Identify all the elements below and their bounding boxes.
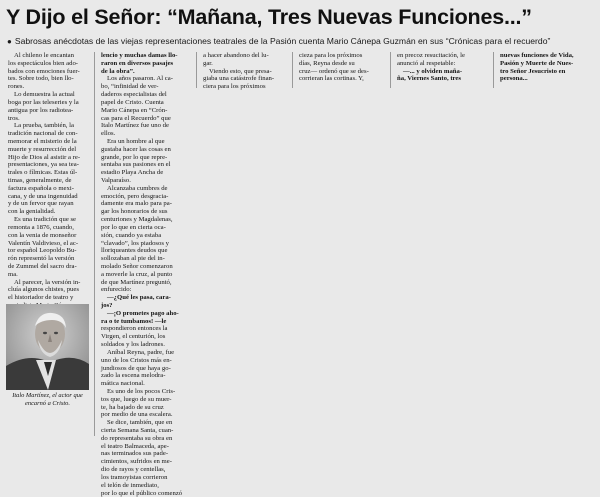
text-line: do representaba su obra en: [101, 435, 189, 443]
deck: [7, 36, 597, 47]
column-rule: [390, 52, 391, 88]
text-line: rón representó la versión: [8, 255, 88, 263]
text-line: antigua por los radiotea-: [8, 107, 88, 115]
text-line: Italo Martínez fue uno de: [101, 122, 189, 130]
text-line: tros.: [8, 115, 88, 123]
text-line: sentaba sus pasiones en el: [101, 161, 189, 169]
text-line: trales o fílmicas. Estas úl-: [8, 169, 88, 177]
text-line: Lo demuestra la actual: [8, 91, 88, 99]
text-line: Aníbal Reyna, padre, fue: [101, 349, 189, 357]
bullet-icon: ●: [7, 37, 12, 46]
text-line: bo, “infinidad de ver-: [101, 83, 189, 91]
text-line: Era un hombre al que: [101, 138, 189, 146]
text-line: remonta a 1876, cuando,: [8, 224, 88, 232]
text-line: tes. Sobre todo, bien llo-: [8, 75, 88, 83]
text-line: —¿Qué les pasa, cara-: [101, 294, 189, 302]
text-line: en precoz resucitación, le: [397, 52, 485, 60]
photo-caption: Italo Martínez, el actor que encarnó a Cristo.: [6, 392, 89, 408]
text-line: por medio de una escalera.: [101, 411, 189, 419]
text-line: el teatro Balmaceda, ape-: [101, 443, 189, 451]
text-line: giaba una catástrofe finan-: [203, 75, 286, 83]
text-line: factura española o mexi-: [8, 185, 88, 193]
text-line: bados con emociones fuer-: [8, 68, 88, 76]
text-line: papel de Cristo. Cuenta: [101, 99, 189, 107]
text-line: emoción, pero desgracia-: [101, 193, 189, 201]
text-line: tos que, luego de su muer-: [101, 396, 189, 404]
text-line: Viendo esto, que presa-: [203, 68, 286, 76]
text-line: —... y olviden maña-: [397, 68, 485, 76]
text-line: grande, por lo que repre-: [101, 154, 189, 162]
column-rule: [493, 52, 494, 88]
text-line: por lo que el público comenzó: [101, 490, 189, 497]
text-line: muerte y resurrección del: [8, 146, 88, 154]
text-line: el telón de inmediato,: [101, 482, 189, 490]
text-line: corrieran las cortinas. Y,: [299, 75, 383, 83]
text-line: daderos especialistas del: [101, 91, 189, 99]
text-line: centuriones y Magdalenas,: [101, 216, 189, 224]
column-6: [500, 52, 594, 92]
text-line: cluía algunos chistes, pues: [8, 286, 88, 294]
text-line: Mario Cánepa en “Crón-: [101, 107, 189, 115]
text-line: de la obra”.: [101, 68, 189, 76]
column-rule: [292, 52, 293, 88]
text-line: a moverle la cruz, al punto: [101, 271, 189, 279]
column-rule: [94, 52, 95, 436]
text-line: cieza para los próximos: [299, 52, 383, 60]
text-line: jundiosos de que haya go-: [101, 365, 189, 373]
portrait-photo: [6, 304, 89, 390]
text-line: Alcanzaba cumbres de: [101, 185, 189, 193]
text-line: Se dice, también, que en: [101, 419, 189, 427]
text-line: cana, y de una ingenuidad: [8, 193, 88, 201]
text-line: Es uno de los pocos Cris-: [101, 388, 189, 396]
text-line: Valparaíso.: [101, 177, 189, 185]
portrait-image: [6, 304, 89, 390]
text-line: tro Señor Jesucristo en: [500, 68, 594, 76]
text-line: molado Señor comenzaron: [101, 263, 189, 271]
text-line: cruz— ordenó que se des-: [299, 68, 383, 76]
text-line: nas terminados sus pade-: [101, 450, 189, 458]
text-line: tor español Leopoldo Bu-: [8, 247, 88, 255]
text-line: Es una tradición que se: [8, 216, 88, 224]
text-line: —¡O prometes pago aho-: [101, 310, 189, 318]
text-line: y de un fervor que rayan: [8, 200, 88, 208]
text-line: enfurecido:: [101, 286, 189, 294]
text-line: jos?: [101, 302, 189, 310]
text-line: La prueba, también, la: [8, 122, 88, 130]
text-line: de que Martínez preguntó,: [101, 279, 189, 287]
text-line: cas para el Recuerdo” que: [101, 115, 189, 123]
text-line: lencio y muchas damas llo-: [101, 52, 189, 60]
text-line: damente era malo para pa-: [101, 200, 189, 208]
text-line: ellos.: [101, 130, 189, 138]
text-line: uno de los Cristos más en-: [101, 357, 189, 365]
text-line: Los años pasaron. Al ca-: [101, 75, 189, 83]
text-line: ra o te tumbamos! —le: [101, 318, 189, 326]
text-line: Al chileno le encantan: [8, 52, 88, 60]
text-line: ma.: [8, 271, 88, 279]
deck-text: Sabrosas anécdotas de las viejas representaciones teatrales de la Pasión cuenta Mario Cánepa Guzmán en sus “Crónicas para el recuerdo”: [15, 36, 551, 46]
text-line: te, ha bajado de su cruz: [101, 404, 189, 412]
column-1: [8, 52, 88, 302]
column-rule: [196, 52, 197, 88]
headline: Y Dijo el Señor: “Mañana, Tres Nuevas Funciones...”: [6, 2, 596, 32]
text-line: los tramoyistas corrieron: [101, 474, 189, 482]
text-line: “clavado”, los piadosos y: [101, 240, 189, 248]
text-line: gar.: [203, 60, 286, 68]
text-line: Virgen, el centurión, los: [101, 333, 189, 341]
text-line: ciera para los próximos: [203, 83, 286, 91]
text-line: sollozaban al pie del in-: [101, 255, 189, 263]
text-line: Hijo de Dios al asistir a re-: [8, 154, 88, 162]
text-line: con la genialidad.: [8, 208, 88, 216]
text-line: presentaciones, ya sea tea-: [8, 161, 88, 169]
text-line: Al parecer, la versión in-: [8, 279, 88, 287]
text-line: boga por las teleseries y la: [8, 99, 88, 107]
text-line: los espectáculos bien ado-: [8, 60, 88, 68]
text-line: Pasión y Muerte de Nues-: [500, 60, 594, 68]
text-line: persona...: [500, 75, 594, 83]
text-line: timas, generalmente, de: [8, 177, 88, 185]
column-2: [101, 52, 189, 436]
text-line: zado la escena melodra-: [101, 372, 189, 380]
text-line: nuevas funciones de Vida,: [500, 52, 594, 60]
text-line: por lo que en cierta oca-: [101, 224, 189, 232]
text-line: sión, cuando ya estaba: [101, 232, 189, 240]
text-line: soldados y los ladrones.: [101, 341, 189, 349]
text-line: rones.: [8, 83, 88, 91]
text-line: tradición nacional de con-: [8, 130, 88, 138]
text-line: mática nacional.: [101, 380, 189, 388]
column-3: [203, 52, 286, 92]
text-line: de Zummel del sacro dra-: [8, 263, 88, 271]
column-5: [397, 52, 485, 92]
text-line: gar los honorarios de sus: [101, 208, 189, 216]
text-line: lloriqueantes deudos que: [101, 247, 189, 255]
text-line: anunció al respetable:: [397, 60, 485, 68]
text-line: cimientos, sufridos en me-: [101, 458, 189, 466]
text-line: cierta Semana Santa, cuan-: [101, 427, 189, 435]
text-line: estadio Playa Ancha de: [101, 169, 189, 177]
text-line: raron en diversos pasajes: [101, 60, 189, 68]
text-line: Valentín Valdivieso, el ac-: [8, 240, 88, 248]
text-line: días, Reyna desde su: [299, 60, 383, 68]
text-line: el historiador de teatro y: [8, 294, 88, 302]
text-line: a hacer abandono del lu-: [203, 52, 286, 60]
text-line: memorar el misterio de la: [8, 138, 88, 146]
text-line: respondieron entonces la: [101, 325, 189, 333]
column-4: [299, 52, 383, 92]
text-line: ña, Viernes Santo, tres: [397, 75, 485, 83]
text-line: gustaba hacer las cosas en: [101, 146, 189, 154]
text-line: con la venia de monseñor: [8, 232, 88, 240]
text-line: dio de rayos y centellas,: [101, 466, 189, 474]
